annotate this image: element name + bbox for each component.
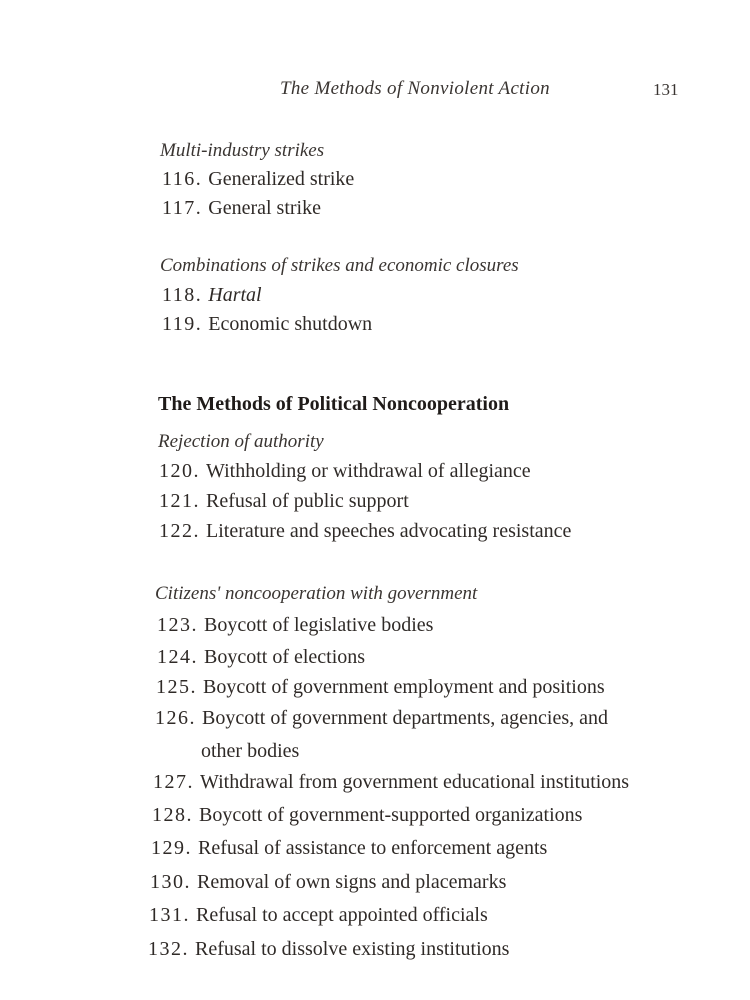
list-item — [162, 168, 354, 191]
list-item — [155, 707, 608, 730]
subhead-rejection-of-authority: Rejection of authority — [158, 431, 324, 452]
list-item — [150, 871, 506, 894]
list-item — [156, 676, 605, 699]
item-number: 127. — [153, 771, 194, 793]
item-number: 119. — [162, 313, 203, 335]
list-item — [157, 646, 365, 669]
item-text: Removal of own signs and placemarks — [197, 871, 507, 893]
item-text: Withdrawal from government educational institutions — [200, 771, 630, 793]
list-item — [152, 804, 582, 827]
item-number: 124. — [157, 646, 198, 668]
running-head: The Methods of Nonviolent Action — [280, 78, 550, 99]
item-text: Hartal — [208, 284, 262, 306]
list-item — [159, 520, 571, 543]
item-number: 122. — [159, 520, 200, 542]
item-number: 116. — [162, 168, 203, 190]
item-text: Literature and speeches advocating resistance — [206, 520, 572, 542]
list-item — [157, 614, 433, 637]
list-item — [149, 904, 488, 927]
item-text: Refusal of assistance to enforcement agents — [198, 837, 548, 859]
item-text: Withholding or withdrawal of allegiance — [206, 460, 531, 482]
list-item — [153, 771, 629, 794]
item-number: 128. — [152, 804, 193, 826]
item-text: General strike — [208, 197, 321, 219]
list-item — [162, 313, 372, 336]
subhead-combinations: Combinations of strikes and economic closures — [160, 255, 519, 276]
item-text: Boycott of government-supported organizations — [199, 804, 583, 826]
item-text: Boycott of elections — [204, 646, 366, 668]
list-item — [159, 490, 409, 513]
item-number: 125. — [156, 676, 197, 698]
item-number: 120. — [159, 460, 200, 482]
list-item-continuation: other bodies — [201, 740, 300, 762]
item-text: Refusal of public support — [206, 490, 409, 512]
item-number: 130. — [150, 871, 191, 893]
list-item — [148, 938, 509, 961]
section-title: The Methods of Political Noncooperation — [158, 393, 510, 415]
item-number: 117. — [162, 197, 203, 219]
subhead-multi-industry-strikes: Multi-industry strikes — [160, 140, 325, 161]
list-item — [159, 460, 531, 483]
item-number: 126. — [155, 707, 196, 729]
item-number: 129. — [151, 837, 192, 859]
item-text: Boycott of legislative bodies — [204, 614, 434, 636]
item-text: Boycott of government employment and positions — [203, 676, 605, 698]
subhead-citizens-noncooperation: Citizens' noncooperation with government — [155, 583, 478, 604]
item-number: 123. — [157, 614, 198, 636]
item-text: Refusal to dissolve existing institutions — [195, 938, 510, 960]
item-number: 121. — [159, 490, 200, 512]
list-item — [151, 837, 547, 860]
item-number: 131. — [149, 904, 190, 926]
item-number: 132. — [148, 938, 189, 960]
item-number: 118. — [162, 284, 203, 306]
item-text: Generalized strike — [208, 168, 355, 190]
item-text: Refusal to accept appointed officials — [196, 904, 488, 926]
page-number: 131 — [653, 80, 679, 99]
item-text: Boycott of government departments, agencies, and — [202, 707, 608, 729]
list-item — [162, 197, 321, 220]
list-item — [162, 284, 262, 307]
item-text: Economic shutdown — [208, 313, 373, 335]
